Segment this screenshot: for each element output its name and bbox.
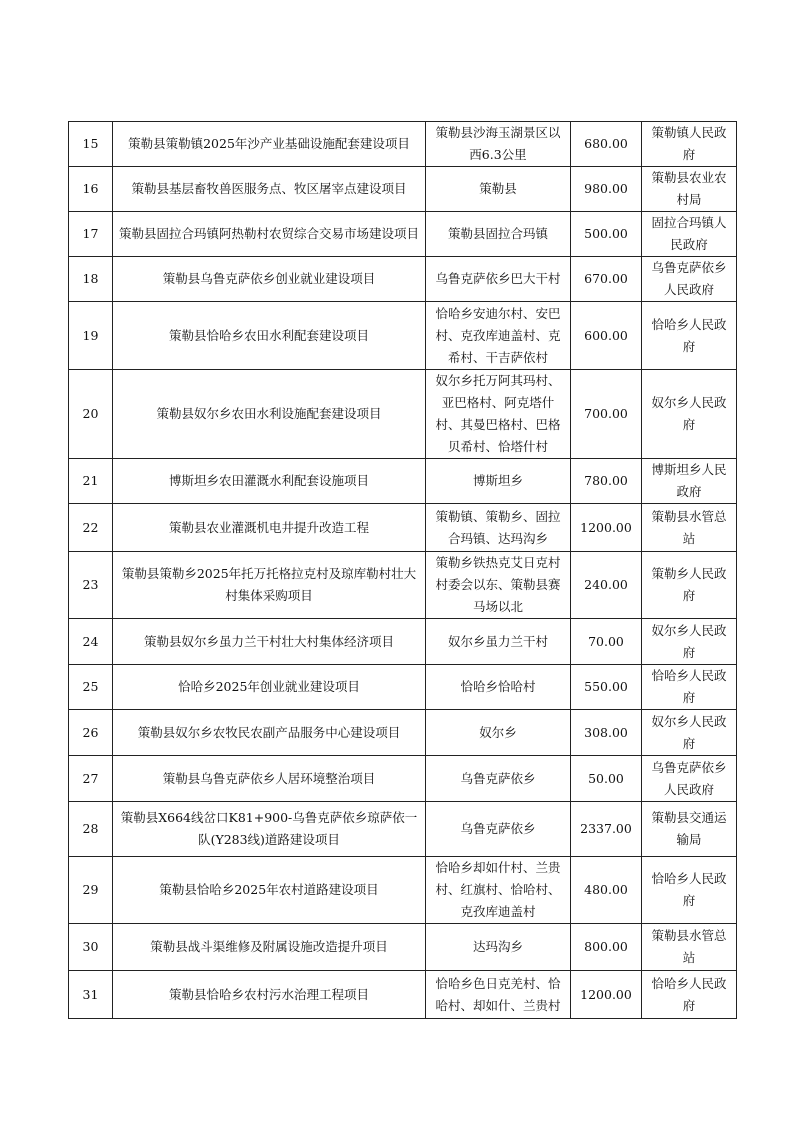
project-location: 乌鲁克萨依乡巴大干村 [426,257,571,302]
responsible-unit: 恰哈乡人民政府 [642,665,737,710]
row-number: 30 [69,924,113,971]
project-location: 奴尔乡 [426,710,571,756]
project-name: 策勒县恰哈乡2025年农村道路建设项目 [113,857,426,924]
responsible-unit: 策勒镇人民政府 [642,122,737,167]
project-name: 策勒县乌鲁克萨依乡人居环境整治项目 [113,756,426,802]
project-name: 策勒县恰哈乡农田水利配套建设项目 [113,302,426,370]
responsible-unit: 恰哈乡人民政府 [642,971,737,1019]
project-amount: 1200.00 [571,971,642,1019]
project-amount: 240.00 [571,552,642,619]
project-amount: 308.00 [571,710,642,756]
project-amount: 500.00 [571,212,642,257]
row-number: 19 [69,302,113,370]
project-amount: 700.00 [571,370,642,459]
project-name: 策勒县策勒乡2025年托万托格拉克村及琼库勒村壮大村集体采购项目 [113,552,426,619]
project-name: 策勒县奴尔乡农田水利设施配套建设项目 [113,370,426,459]
table-row [69,504,737,552]
responsible-unit: 奴尔乡人民政府 [642,370,737,459]
table-row [69,802,737,857]
project-amount: 800.00 [571,924,642,971]
project-amount: 2337.00 [571,802,642,857]
table-row [69,710,737,756]
responsible-unit: 恰哈乡人民政府 [642,302,737,370]
project-location: 乌鲁克萨依乡 [426,802,571,857]
project-amount: 550.00 [571,665,642,710]
row-number: 18 [69,257,113,302]
project-amount: 670.00 [571,257,642,302]
row-number: 23 [69,552,113,619]
table-row [69,665,737,710]
table-row [69,122,737,167]
responsible-unit: 乌鲁克萨依乡人民政府 [642,756,737,802]
project-name: 策勒县农业灌溉机电井提升改造工程 [113,504,426,552]
project-name: 策勒县策勒镇2025年沙产业基础设施配套建设项目 [113,122,426,167]
responsible-unit: 策勒县水管总站 [642,504,737,552]
project-name: 策勒县战斗渠维修及附属设施改造提升项目 [113,924,426,971]
row-number: 31 [69,971,113,1019]
project-location: 恰哈乡安迪尔村、安巴村、克孜库迪盖村、克希村、干吉萨依村 [426,302,571,370]
project-name: 策勒县X664线岔口K81+900-乌鲁克萨依乡琼萨依一队(Y283线)道路建设项目 [113,802,426,857]
project-location: 奴尔乡虽力兰干村 [426,619,571,665]
project-location: 乌鲁克萨依乡 [426,756,571,802]
project-location: 恰哈乡却如什村、兰贵村、红旗村、恰哈村、克孜库迪盖村 [426,857,571,924]
table-row [69,552,737,619]
table-row [69,924,737,971]
project-name: 策勒县乌鲁克萨依乡创业就业建设项目 [113,257,426,302]
project-table [68,121,737,1019]
table-row [69,370,737,459]
project-name: 博斯坦乡农田灌溉水利配套设施项目 [113,459,426,504]
table-row [69,167,737,212]
responsible-unit: 策勒县交通运输局 [642,802,737,857]
project-location: 恰哈乡色日克羌村、恰哈村、却如什、兰贵村 [426,971,571,1019]
project-amount: 600.00 [571,302,642,370]
table-row [69,212,737,257]
project-name: 策勒县奴尔乡农牧民农副产品服务中心建设项目 [113,710,426,756]
table-row [69,619,737,665]
responsible-unit: 奴尔乡人民政府 [642,619,737,665]
table-row [69,857,737,924]
row-number: 15 [69,122,113,167]
project-amount: 780.00 [571,459,642,504]
responsible-unit: 乌鲁克萨依乡人民政府 [642,257,737,302]
project-amount: 1200.00 [571,504,642,552]
project-location: 策勒镇、策勒乡、固拉合玛镇、达玛沟乡 [426,504,571,552]
responsible-unit: 奴尔乡人民政府 [642,710,737,756]
responsible-unit: 策勒县农业农村局 [642,167,737,212]
responsible-unit: 博斯坦乡人民政府 [642,459,737,504]
row-number: 29 [69,857,113,924]
responsible-unit: 策勒乡人民政府 [642,552,737,619]
project-amount: 480.00 [571,857,642,924]
table-row [69,257,737,302]
project-amount: 70.00 [571,619,642,665]
row-number: 21 [69,459,113,504]
project-location: 奴尔乡托万阿其玛村、亚巴格村、阿克塔什村、其曼巴格村、巴格贝希村、恰塔什村 [426,370,571,459]
responsible-unit: 策勒县水管总站 [642,924,737,971]
table-row [69,302,737,370]
responsible-unit: 固拉合玛镇人民政府 [642,212,737,257]
project-amount: 980.00 [571,167,642,212]
project-name: 策勒县基层畜牧兽医服务点、牧区屠宰点建设项目 [113,167,426,212]
project-location: 恰哈乡恰哈村 [426,665,571,710]
row-number: 24 [69,619,113,665]
row-number: 16 [69,167,113,212]
project-name: 策勒县固拉合玛镇阿热勒村农贸综合交易市场建设项目 [113,212,426,257]
project-location: 策勒乡铁热克艾日克村村委会以东、策勒县赛马场以北 [426,552,571,619]
row-number: 26 [69,710,113,756]
project-amount: 50.00 [571,756,642,802]
project-location: 达玛沟乡 [426,924,571,971]
row-number: 20 [69,370,113,459]
row-number: 28 [69,802,113,857]
project-location: 策勒县 [426,167,571,212]
project-location: 策勒县沙海玉湖景区以西6.3公里 [426,122,571,167]
project-name: 策勒县恰哈乡农村污水治理工程项目 [113,971,426,1019]
project-location: 博斯坦乡 [426,459,571,504]
row-number: 27 [69,756,113,802]
project-name: 策勒县奴尔乡虽力兰干村壮大村集体经济项目 [113,619,426,665]
table-row [69,971,737,1019]
row-number: 25 [69,665,113,710]
table-row [69,459,737,504]
project-location: 策勒县固拉合玛镇 [426,212,571,257]
table-row [69,756,737,802]
project-amount: 680.00 [571,122,642,167]
project-name: 恰哈乡2025年创业就业建设项目 [113,665,426,710]
responsible-unit: 恰哈乡人民政府 [642,857,737,924]
row-number: 17 [69,212,113,257]
row-number: 22 [69,504,113,552]
